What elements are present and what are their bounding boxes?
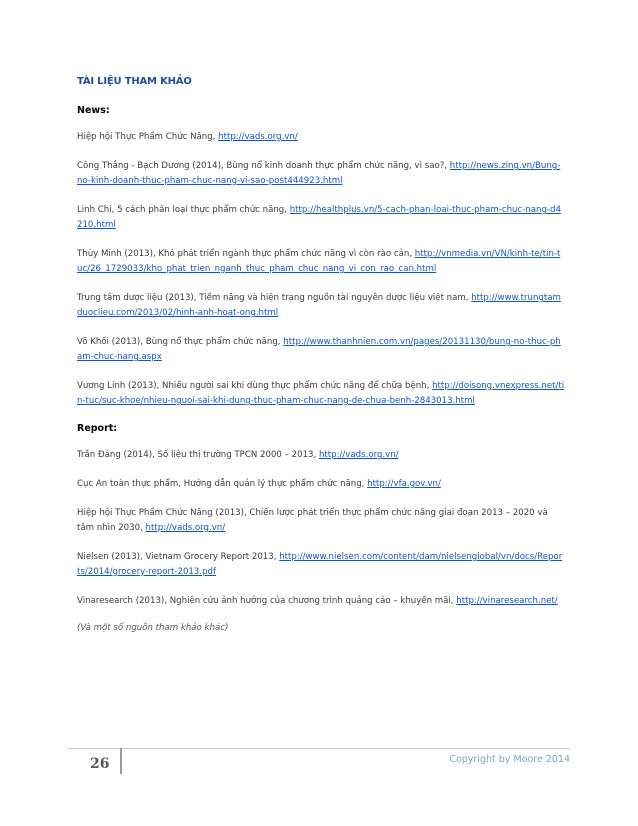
additional-sources-note: (Và một số nguồn tham khảo khác) (77, 623, 229, 633)
reference-item (77, 291, 565, 321)
reference-text: Công Thắng - Bạch Dương (2014), Bùng nổ kinh doanh thực phẩm chức năng, vì sao?, (77, 161, 450, 171)
reference-text: Trần Đáng (2014), Số liệu thị trường TPCN 2000 – 2013, (77, 450, 319, 460)
reference-item (77, 477, 565, 492)
reference-text: Vinaresearch (2013), Nghiên cứu ảnh hưởng của chương trình quảng cáo – khuyến mãi, (77, 596, 457, 606)
footer-divider (68, 748, 570, 749)
reference-link[interactable]: http://www.thanhnien.com.vn/pages/20131130/bung-no-thuc-pham-chuc-nang.aspx (77, 337, 561, 362)
reference-text: Vương Linh (2013), Nhiều người sai khi dùng thực phẩm chức năng để chữa bệnh, (77, 381, 433, 391)
page-footer (68, 748, 570, 776)
reference-text: Hiệp hội Thực Phẩm Chức Năng (2013), Chiến lược phát triển thực phẩm chức năng giai đoạn 2013 – 2020 và tầm nhìn 2030, (77, 508, 548, 533)
copyright-text: Copyright by Moore 2014 (449, 754, 570, 765)
reference-link[interactable]: http://vads.org.vn/ (218, 132, 298, 142)
reference-link[interactable]: http://vnmedia.vn/VN/kinh-te/tin-tuc/26_1729033/kho_phat_trien_nganh_thuc_pham_chuc_nang_vi_con_rao_can.html (77, 249, 561, 274)
reference-item (77, 130, 565, 145)
news-heading: News: (77, 105, 110, 116)
page-title: TÀI LIỆU THAM KHẢO (77, 76, 192, 87)
reference-item (77, 550, 565, 580)
reference-item (77, 203, 565, 233)
reference-item (77, 594, 565, 609)
reference-text: Cục An toàn thực phẩm, Hướng dẫn quản lý thực phẩm chức năng, (77, 479, 368, 489)
reference-text: Hiệp hội Thực Phẩm Chức Năng, (77, 132, 219, 142)
page-number-separator (120, 748, 122, 774)
reference-link[interactable]: http://vads.org.vn/ (145, 523, 226, 533)
reference-item (77, 247, 565, 277)
reference-link[interactable]: http://vinaresearch.net/ (456, 596, 558, 606)
reference-item (77, 448, 565, 463)
reference-item (77, 506, 565, 536)
reference-text: Linh Chi, 5 cách phân loại thực phẩm chức năng, (77, 205, 290, 215)
reference-link[interactable]: http://vads.org.vn/ (318, 450, 399, 460)
reference-text: Trung tâm dược liệu (2013), Tiềm năng và hiện trạng nguồn tài nguyên dược liệu việt nam, (77, 293, 472, 303)
reference-link[interactable]: http://vfa.gov.vn/ (367, 479, 441, 489)
reference-link[interactable]: http://www.nielsen.com/content/dam/nielsenglobal/vn/docs/Reports/2014/grocery-report-2013.pdf (77, 552, 563, 577)
reference-link[interactable]: http://news.zing.vn/Bung-no-kinh-doanh-thuc-pham-chuc-nang-vi-sao-post444923.html (77, 161, 561, 186)
reference-text: Thùy Minh (2013), Khó phát triển ngành thực phẩm chức năng vì còn rào cản, (77, 249, 415, 259)
references-content (77, 76, 565, 633)
reference-item (77, 379, 565, 409)
reference-text: Võ Khối (2013), Bùng nổ thực phẩm chức năng, (77, 337, 284, 347)
reference-text: Nielsen (2013), Vietnam Grocery Report 2013, (77, 552, 280, 562)
reference-link[interactable]: http://healthplus.vn/5-cach-phan-loai-thuc-pham-chuc-nang-d4210.html (77, 205, 561, 230)
reference-item (77, 335, 565, 365)
reference-link[interactable]: http://doisong.vnexpress.net/tin-tuc/suc-khoe/nhieu-nguoi-sai-khi-dung-thuc-pham-chuc-nang-de-chua-benh-2843013.html (77, 381, 565, 406)
report-heading: Report: (77, 423, 118, 434)
reference-item (77, 159, 565, 189)
page-number: 26 (90, 756, 110, 772)
reference-link[interactable]: http://www.trungtamduoclieu.com/2013/02/hinh-anh-hoat-ong.html (77, 293, 561, 318)
